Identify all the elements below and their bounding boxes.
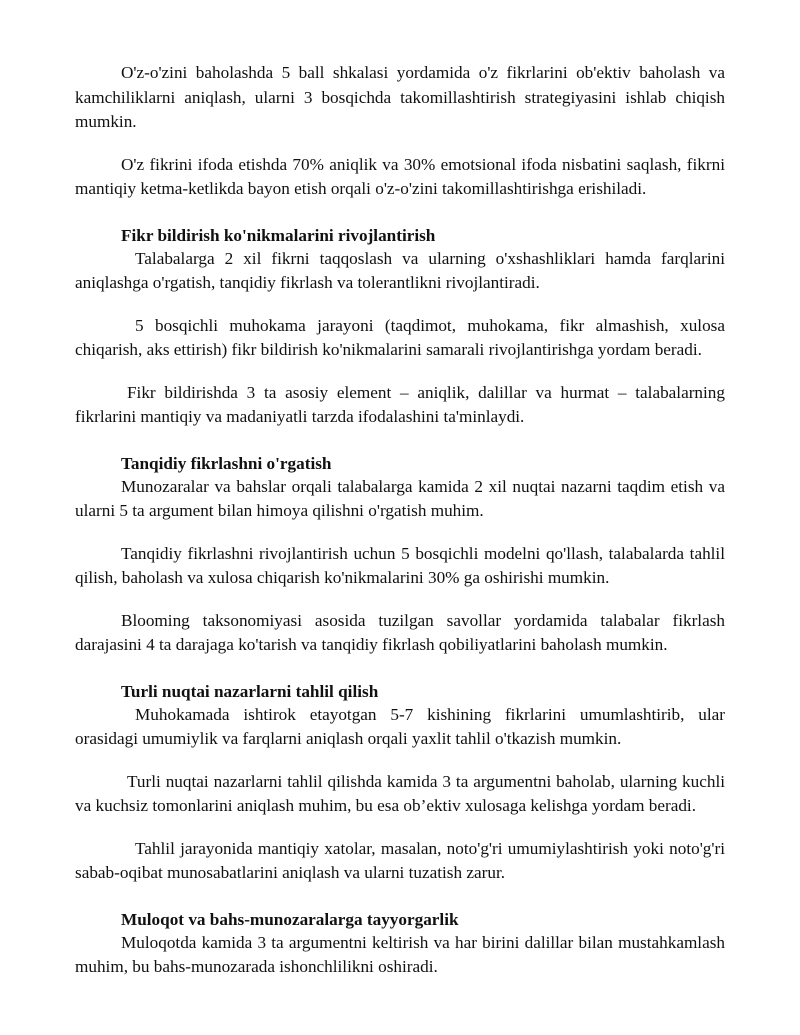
section-heading-debate-preparation: Muloqot va bahs-munozaralarga tayyorgarlik xyxy=(121,909,459,929)
paragraph-bloom-taxonomy: Blooming taksonomiyasi asosida tuzilgan savollar yordamida talabalar fikrlash darajasini 4 ta darajaga ko'tarish va tanqidiy fikrlash qobiliyatlarini baholash mumkin. xyxy=(75,610,725,654)
paragraph-evaluate-arguments: Turli nuqtai nazarlarni tahlil qilishda kamida 3 ta argumentni baholab, ularning kuchli va kuchsiz tomonlarini aniqlash muhim, bu esa ob’ektiv xulosaga kelishga yordam beradi. xyxy=(75,771,725,815)
paragraph-summarize-opinions: Muhokamada ishtirok etayotgan 5-7 kishining fikrlarini umumlashtirib, ular orasidagi umumiylik va farqlarni aniqlash orqali yaxlit tahlil o'tkazish mumkin. xyxy=(75,704,725,748)
paragraph-compare-opinions: Talabalarga 2 xil fikrni taqqoslash va ularning o'xshashliklari hamda farqlarini aniqlashga o'rgatish, tanqidiy fikrlash va tolerantlikni rivojlantiradi. xyxy=(75,248,725,292)
section-heading-critical-thinking: Tanqidiy fikrlashni o'rgatish xyxy=(121,453,332,473)
section-heading-viewpoint-analysis: Turli nuqtai nazarlarni tahlil qilish xyxy=(121,681,379,701)
paragraph-self-assessment: O'z-o'zini baholashda 5 ball shkalasi yordamida o'z fikrlarini ob'ektiv baholash va kamchiliklarni aniqlash, ularni 3 bosqichda takomillashtirish strategiyasini ishlab chiqish mumkin. xyxy=(75,63,725,131)
paragraph-debates: Munozaralar va bahslar orqali talabalarga kamida 2 xil nuqtai nazarni taqdim etish va ularni 5 ta argument bilan himoya qilishni o'rgatish muhim. xyxy=(75,476,725,520)
paragraph-logical-errors: Tahlil jarayonida mantiqiy xatolar, masalan, noto'g'ri umumiylashtirish yoki noto'g'ri sabab-oqibat munosabatlarini aniqlash va ularni tuzatish zarur. xyxy=(75,838,725,882)
paragraph-discussion-stages: 5 bosqichli muhokama jarayoni (taqdimot, muhokama, fikr almashish, xulosa chiqarish, aks ettirish) fikr bildirish ko'nikmalarini samarali rivojlantirishga yordam beradi. xyxy=(75,315,725,359)
paragraph-five-stage-model: Tanqidiy fikrlashni rivojlantirish uchun 5 bosqichli modelni qo'llash, talabalarda tahlil qilish, baholash va xulosa chiqarish ko'nikmalarini 30% ga oshirishi mumkin. xyxy=(75,543,725,587)
paragraph-three-elements: Fikr bildirishda 3 ta asosiy element – aniqlik, dalillar va hurmat – talabalarning fikrlarini mantiqiy va madaniyatli tarzda ifodalashini ta'minlaydi. xyxy=(75,382,725,426)
paragraph-self-expression: O'z fikrini ifoda etishda 70% aniqlik va 30% emotsional ifoda nisbatini saqlash, fikrni mantiqiy ketma-ketlikda bayon etish orqali o'z-o'zini takomillashtirishga erishiladi. xyxy=(75,154,725,198)
section-heading-opinion-skills: Fikr bildirish ko'nikmalarini rivojlantirish xyxy=(121,225,436,245)
paragraph-arguments-evidence: Muloqotda kamida 3 ta argumentni keltirish va har birini dalillar bilan mustahkamlash muhim, bu bahs-munozarada ishonchlilikni oshiradi. xyxy=(75,932,725,976)
